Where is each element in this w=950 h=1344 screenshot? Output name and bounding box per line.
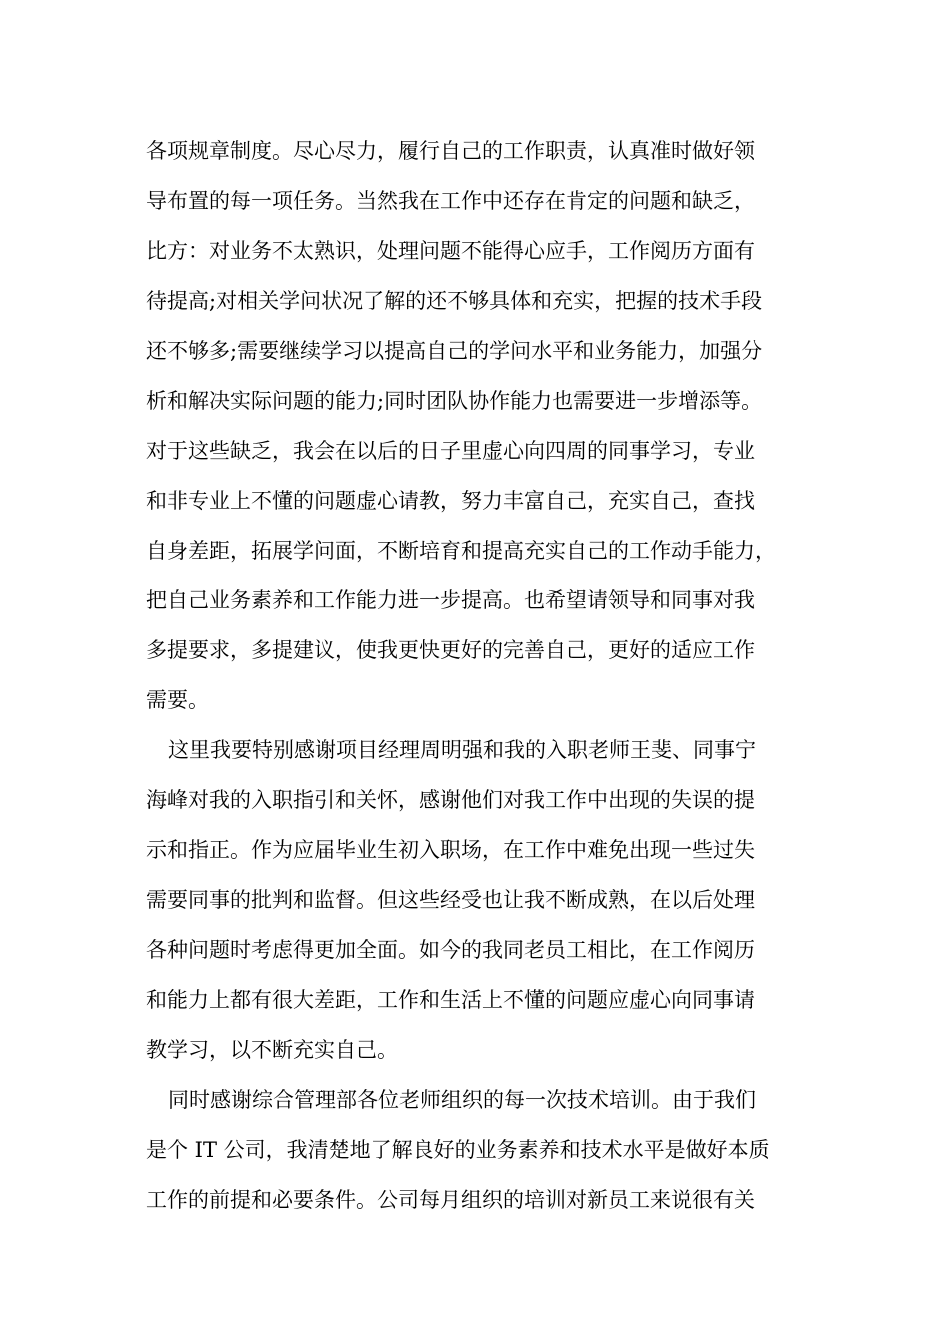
text-line: 导布置的每一项任务。当然我在工作中还存在肯定的问题和缺乏， <box>146 189 755 213</box>
text-line: 和非专业上不懂的问题虚心请教，努力丰富自己，充实自己，查找 <box>146 489 755 513</box>
paragraph-first-line: 同时感谢综合管理部各位老师组织的每一次技术培训。由于我们 <box>168 1088 756 1112</box>
text-line: 待提高;对相关学问状况了解的还不够具体和充实，把握的技术手段 <box>146 289 763 313</box>
text-line: 自身差距，拓展学问面，不断培育和提高充实自己的工作动手能力， <box>146 539 776 563</box>
text-line: 多提要求，多提建议，使我更快更好的完善自己，更好的适应工作 <box>146 638 755 662</box>
text-line: 海峰对我的入职指引和关怀，感谢他们对我工作中出现的失误的提 <box>146 788 755 812</box>
text-line: 是个 IT 公司，我清楚地了解良好的业务素养和技术水平是做好本质 <box>146 1138 770 1162</box>
text-line: 还不够多;需要继续学习以提高自己的学问水平和业务能力，加强分 <box>146 339 763 363</box>
paragraph-first-line: 这里我要特别感谢项目经理周明强和我的入职老师王斐、同事宁 <box>168 738 756 762</box>
text-line: 示和指正。作为应届毕业生初入职场，在工作中难免出现一些过失 <box>146 838 755 862</box>
text-line: 需要。 <box>146 688 209 712</box>
text-line: 各项规章制度。尽心尽力，履行自己的工作职责，认真准时做好领 <box>146 139 755 163</box>
text-line: 和能力上都有很大差距，工作和生活上不懂的问题应虚心向同事请 <box>146 988 755 1012</box>
text-line: 析和解决实际问题的能力;同时团队协作能力也需要进一步增添等。 <box>146 389 763 413</box>
text-line: 各种问题时考虑得更加全面。如今的我同老员工相比，在工作阅历 <box>146 938 755 962</box>
text-line: 需要同事的批判和监督。但这些经受也让我不断成熟，在以后处理 <box>146 888 755 912</box>
text-line: 教学习，以不断充实自己。 <box>146 1038 398 1062</box>
text-line: 把自己业务素养和工作能力进一步提高。也希望请领导和同事对我 <box>146 588 755 612</box>
text-line: 工作的前提和必要条件。公司每月组织的培训对新员工来说很有关 <box>146 1188 755 1212</box>
text-line: 比方：对业务不太熟识，处理问题不能得心应手，工作阅历方面有 <box>146 239 755 263</box>
text-line: 对于这些缺乏，我会在以后的日子里虚心向四周的同事学习，专业 <box>146 439 755 463</box>
